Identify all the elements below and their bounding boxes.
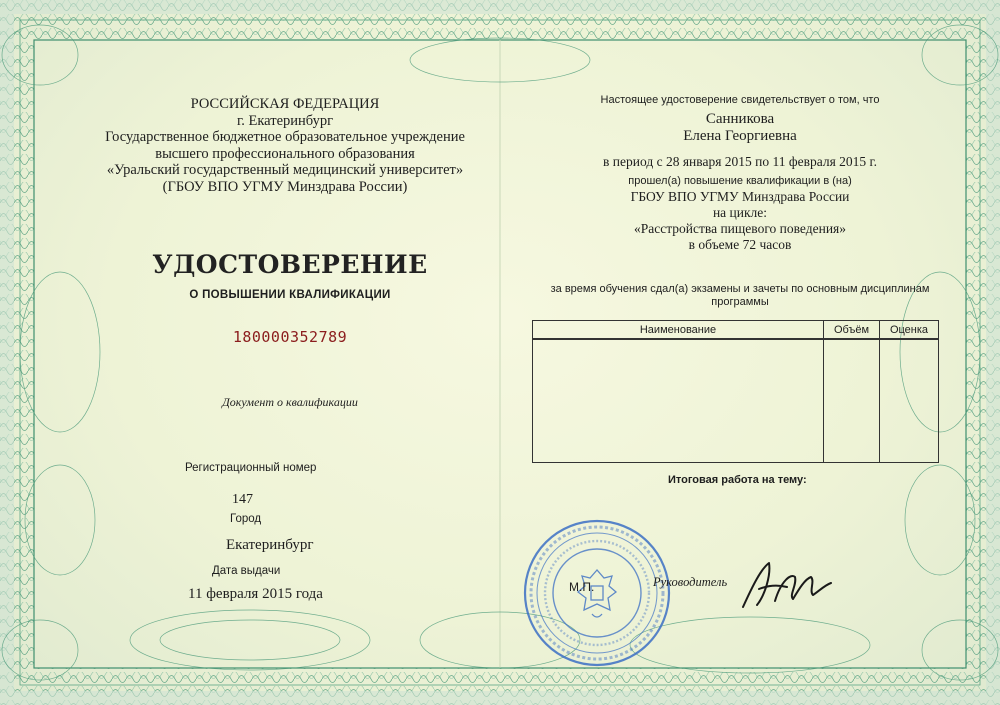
official-seal-stamp <box>522 518 672 668</box>
subjects-table <box>532 320 939 463</box>
table-cell <box>880 339 939 463</box>
course-volume: в объеме 72 часов <box>688 237 792 252</box>
issuer-abbr: (ГБОУ ВПО УГМУ Минздрава России) <box>162 178 408 195</box>
issuer-block <box>95 96 475 195</box>
registration-value: 147 <box>232 492 253 507</box>
passed-text: прошел(а) повышение квалификации в (на) <box>628 175 852 187</box>
seal-label: М.П. <box>569 580 595 594</box>
intro-text: Настоящее удостоверение свидетельствует о том, что <box>600 94 880 106</box>
document-subtitle: О ПОВЫШЕНИИ КВАЛИФИКАЦИИ <box>189 289 391 301</box>
head-label: Руководитель <box>653 575 728 589</box>
issuer-city: г. Екатеринбург <box>236 112 334 129</box>
issue-date-label: Дата выдачи <box>212 565 281 577</box>
header-grade: Оценка <box>880 321 939 340</box>
person-name: Елена Георгиевна <box>683 128 797 144</box>
exams-line-1: за время обучения сдал(а) экзамены и зачеты по основным дисциплинам <box>550 283 930 295</box>
training-period: в период с 28 января 2015 по 11 февраля 2015 г. <box>603 154 877 169</box>
table-cell <box>824 339 880 463</box>
issuer-line-2: высшего профессионального образования <box>155 145 415 162</box>
document-title: УДОСТОВЕРЕНИЕ <box>152 250 428 279</box>
person-surname: Санникова <box>705 111 775 127</box>
issuer-line-1: Государственное бюджетное образовательное учреждение <box>105 129 465 145</box>
issuer-university: «Уральский государственный медицинский университет» <box>106 162 464 178</box>
document-number: 180000352789 <box>232 328 348 346</box>
table-cell <box>533 339 824 463</box>
institution-name: ГБОУ ВПО УГМУ Минздрава России <box>630 189 850 204</box>
signature-mark <box>735 555 835 615</box>
exams-line-2: программы <box>711 296 769 308</box>
table-row <box>533 339 939 463</box>
registration-label: Регистрационный номер <box>185 462 317 474</box>
city-label: Город <box>230 513 262 525</box>
issuer-country: РОССИЙСКАЯ ФЕДЕРАЦИЯ <box>190 96 380 112</box>
table-header-row <box>533 321 939 340</box>
city-value: Екатеринбург <box>226 537 314 553</box>
exams-text <box>535 283 945 309</box>
issue-date-value: 11 февраля 2015 года <box>188 586 323 602</box>
header-name: Наименование <box>533 321 824 340</box>
final-work-label: Итоговая работа на тему: <box>668 474 807 486</box>
cycle-name: «Расстройства пищевого поведения» <box>633 221 847 236</box>
header-volume: Объём <box>824 321 880 340</box>
cycle-label: на цикле: <box>712 205 768 220</box>
document-type: Документ о квалификации <box>222 395 358 409</box>
